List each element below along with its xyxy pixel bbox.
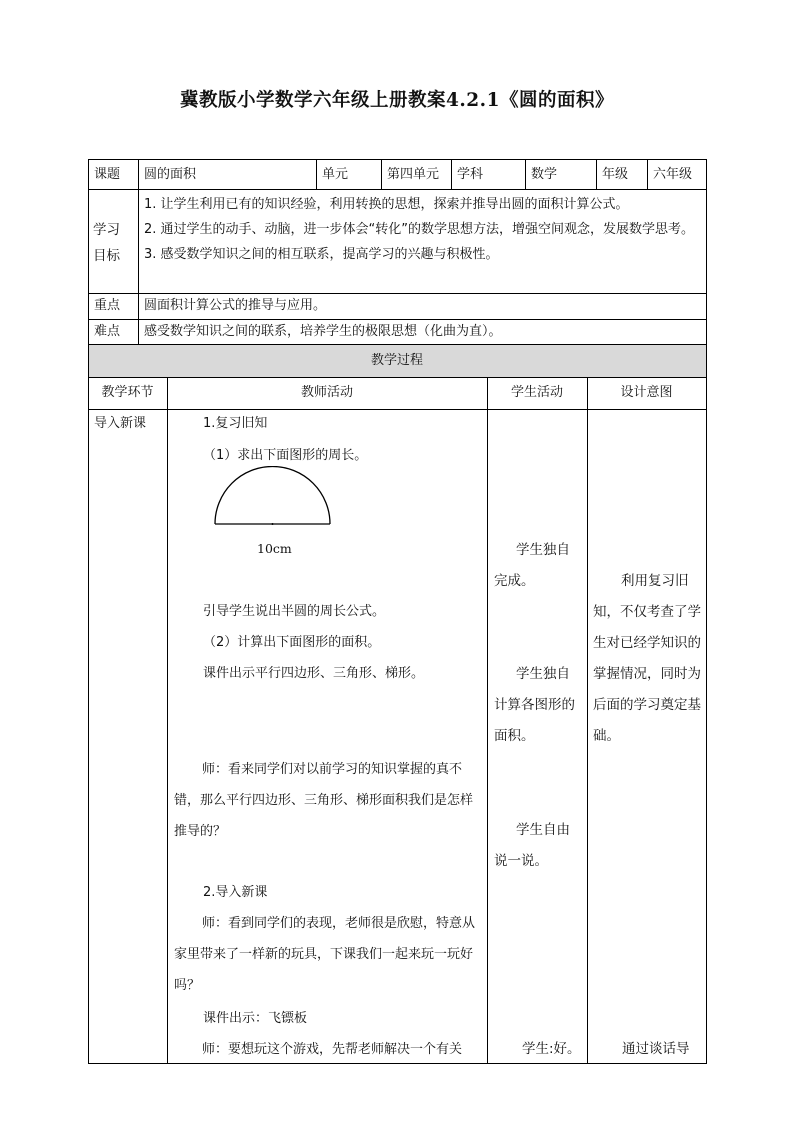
label-unit: 单元 — [322, 167, 349, 182]
label-topic: 课题 — [94, 167, 121, 182]
goal-item: 1. 让学生利用已有的知识经验，利用转换的思想，探索并推导出圆的面积计算公式。 — [144, 197, 629, 212]
teacher-para-3: 师：要想玩这个游戏，先帮老师解决一个有关 — [202, 1042, 463, 1057]
goal-item: 2. 通过学生的动手、动脑，进一步体会“转化”的数学思想方法，增强空间观念，发展数学思考。 — [144, 222, 695, 237]
col-stage-header: 教学环节 — [101, 385, 154, 400]
semicircle-figure — [210, 466, 340, 530]
stage-label: 导入新课 — [94, 416, 147, 431]
review-title: 1.复习旧知 — [203, 416, 268, 431]
label-grade: 年级 — [602, 167, 629, 182]
figure-label: 10cm — [257, 541, 292, 556]
question-1: （1）求出下面图形的周长。 — [203, 448, 368, 463]
unit-value: 第四单元 — [387, 167, 440, 182]
goal-item: 3. 感受数学知识之间的相互联系，提高学习的兴趣与积极性。 — [144, 247, 499, 262]
subject-value: 数学 — [531, 167, 558, 182]
show-dartboard: 课件出示：飞镖板 — [203, 1011, 308, 1026]
col-intent-header: 设计意图 — [620, 385, 673, 400]
intro-title: 2.导入新课 — [203, 885, 268, 900]
student-activity-3: 学生自由说一说。 — [494, 822, 570, 869]
student-activity-1: 学生独自完成。 — [494, 542, 570, 589]
label-key: 重点 — [94, 298, 121, 313]
design-intent-2: 通过谈话导 — [622, 1041, 690, 1057]
label-goals: 学习目标 — [93, 222, 120, 264]
difficulty-text: 感受数学知识之间的联系，培养学生的极限思想（化曲为直）。 — [144, 324, 502, 339]
goals-list — [144, 192, 702, 267]
process-header: 教学过程 — [370, 353, 423, 368]
design-intent-1: 利用复习旧知，不仅考查了学生对已经学知识的掌握情况，同时为后面的学习奠定基础。 — [593, 573, 701, 744]
col-teacher-header: 教师活动 — [300, 385, 353, 400]
teacher-para-2: 师：看到同学们的表现，老师很是欣慰，特意从家里带来了一样新的玩具，下课我们一起来玩一玩好吗？ — [174, 916, 476, 993]
topic-value: 圆的面积 — [144, 167, 197, 182]
show-shapes: 课件出示平行四边形、三角形、梯形。 — [203, 666, 425, 681]
document-title: 冀教版小学数学六年级上册教案4.2.1《圆的面积》 — [179, 90, 614, 111]
key-text: 圆面积计算公式的推导与应用。 — [144, 298, 327, 313]
grade-value: 六年级 — [653, 167, 693, 182]
teacher-para-1: 师：看来同学们对以前学习的知识掌握的真不错，那么平行四边形、三角形、梯形面积我们是怎样推导的？ — [174, 762, 474, 839]
label-difficulty: 难点 — [94, 324, 121, 339]
label-subject: 学科 — [457, 167, 484, 182]
col-student-header: 学生活动 — [510, 385, 563, 400]
student-activity-4: 学生:好。 — [522, 1041, 581, 1057]
student-activity-2: 学生独自计算各图形的面积。 — [494, 666, 575, 744]
question-2: （2）计算出下面图形的面积。 — [203, 635, 381, 650]
guide-text: 引导学生说出半圆的周长公式。 — [203, 604, 386, 619]
